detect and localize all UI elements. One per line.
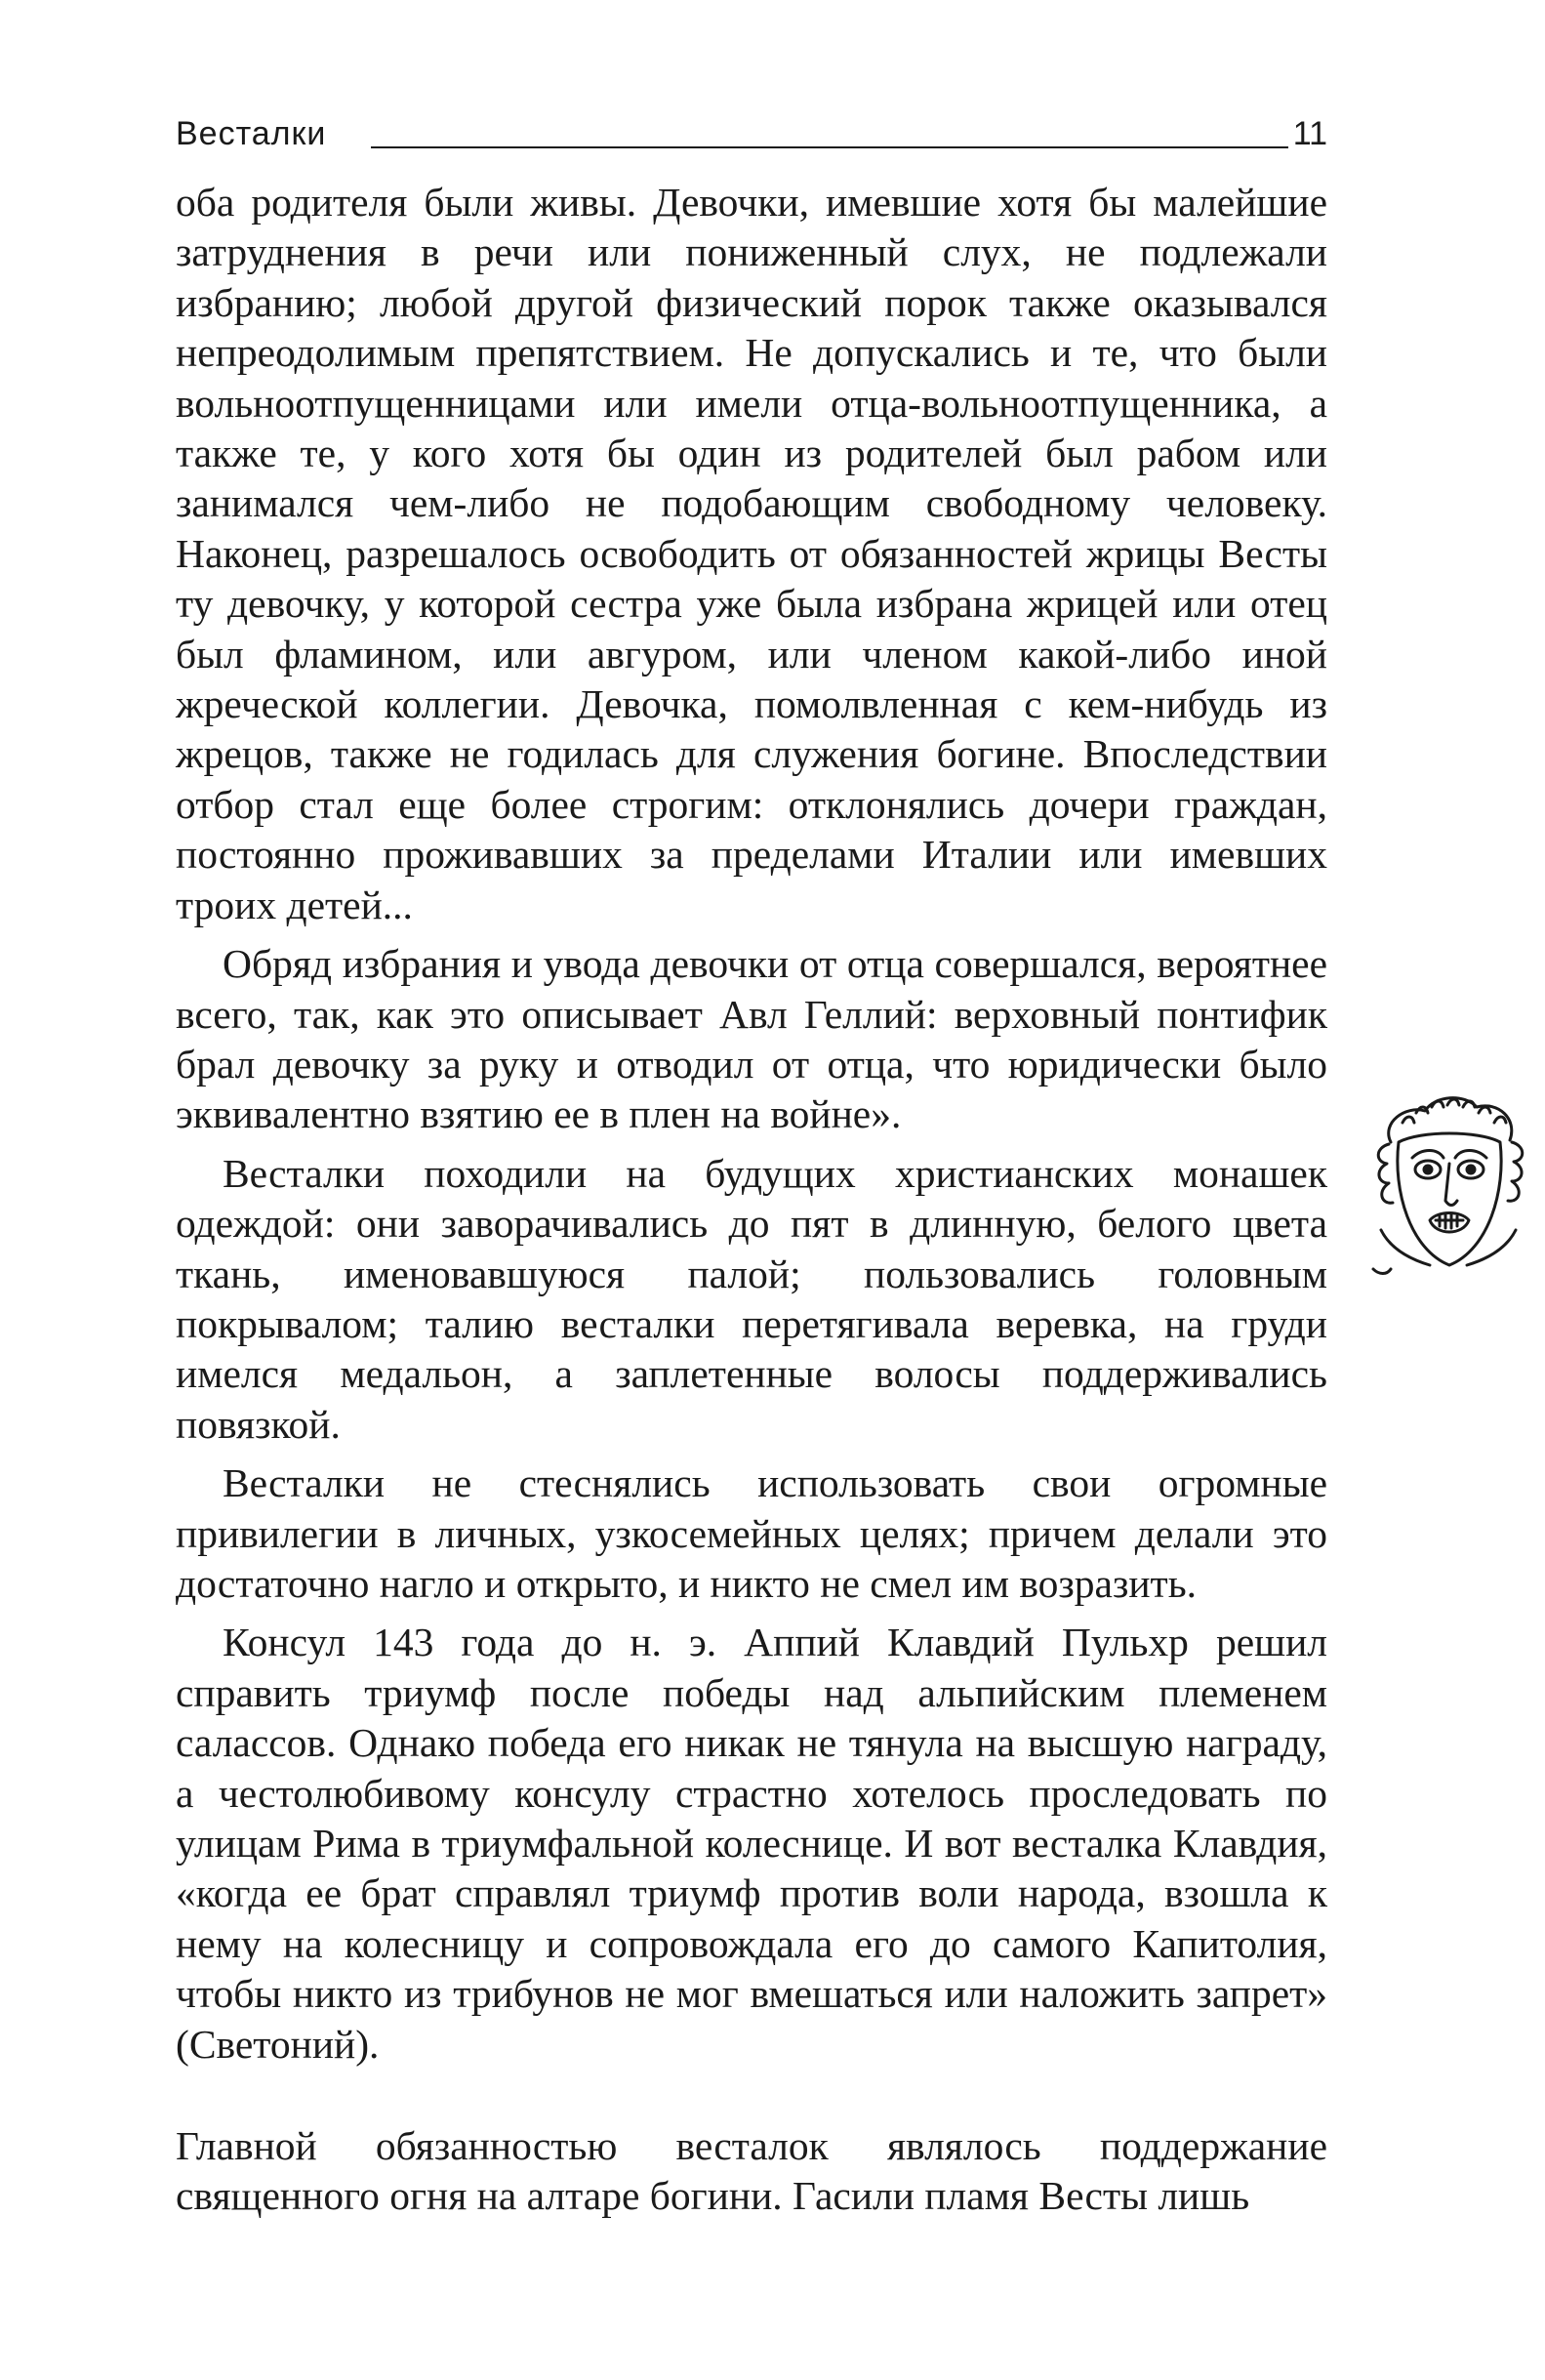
running-head-rule [371, 146, 1288, 148]
running-head-title: Весталки [176, 115, 327, 152]
theatre-mask-illustration [1352, 1084, 1545, 1289]
body-text [176, 178, 1327, 2231]
page-number: 11 [1292, 115, 1327, 152]
paragraph-6: Главной обязанностью весталок являлось поддержание священного огня на алтаре богини. Гасили пламя Весты лишь [176, 2123, 1327, 2219]
paragraph-1: оба родителя были живы. Девочки, имевшие хотя бы малейшие затруднения в речи или пониженный слух, не подлежали избранию; любой другой физический порок также оказывался непреодолимым препятствием. Не допускались и те, что были вольноотпущенницами или имели отца-вольноотпущенника, а также те, у кого хотя бы один из родителей был рабом или занимался чем-либо не подобающим свободному человеку. Наконец, разрешалось освободить от обязанностей жрицы Весты ту девочку, у которой сестра уже была избрана жрицей или отец был фламином, или авгуром, или членом какой-либо иной жреческой коллегии. Девочка, помолвленная с кем-нибудь из жрецов, также не годилась для служения богине. Впоследствии отбор стал еще более строгим: отклонялись дочери граждан, постоянно проживавших за пределами Италии или имевших троих детей... [176, 180, 1327, 927]
paragraph-4: Весталки не стеснялись использовать свои огромные привилегии в личных, узкосемейных целях; причем делали это достаточно нагло и открыто, и никто не смел им возразить. [176, 1460, 1327, 1606]
paragraph-3: Весталки походили на будущих христианских монашек одеждой: они заворачивались до пят в длинную, белого цвета ткань, именовавшуюся палой; пользовались головным покрывалом; талию весталки перетягивала веревка, на груди имелся медальон, а заплетенные волосы поддерживались повязкой. [176, 1150, 1327, 1447]
paragraph-5: Консул 143 года до н. э. Аппий Клавдий Пульхр решил справить триумф после победы над альпийским племенем салассов. Однако победа его никак не тянула на высшую награду, а честолюбивому консулу страстно хотелось проследовать по улицам Рима в триумфальной колеснице. И вот весталка Клавдия, «когда ее брат справлял триумф против воли народа, взошла к нему на колесницу и сопровождала его до самого Капитолия, чтобы никто из трибунов не мог вмешаться или наложить запрет» (Светоний). [176, 1620, 1327, 2067]
running-head [176, 109, 1327, 158]
paragraph-2: Обряд избрания и увода девочки от отца совершался, вероятнее всего, так, как это описывает Авл Геллий: верховный понтифик брал девочку за руку и отводил от отца, что юридически было эквивалентно взятию ее в плен на войне». [176, 941, 1327, 1137]
